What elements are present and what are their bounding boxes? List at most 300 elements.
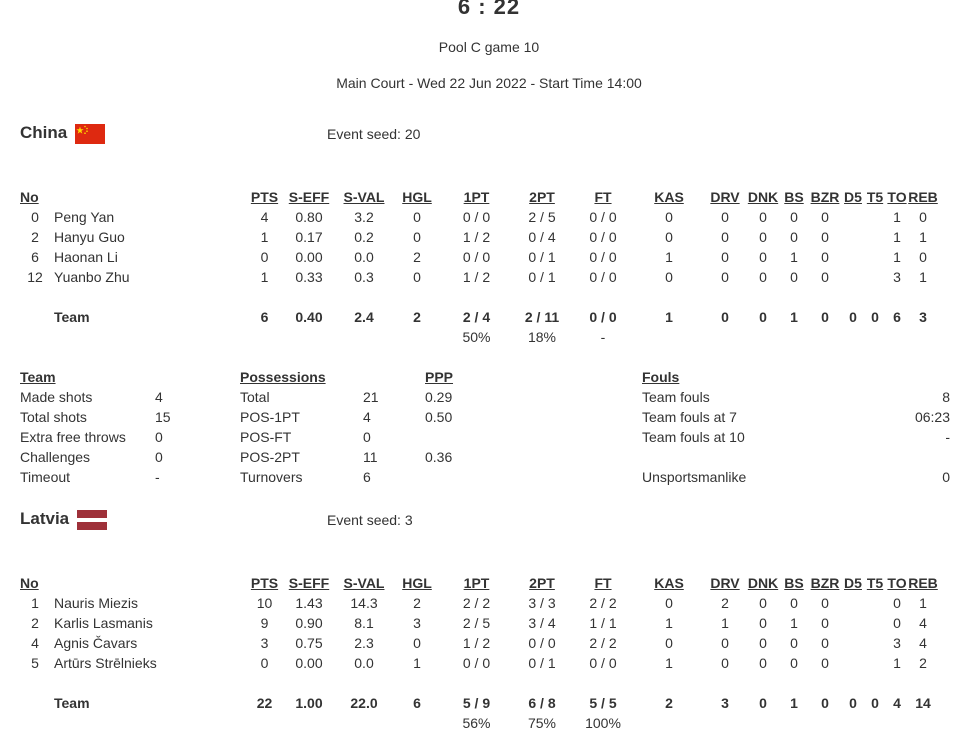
player-kas: 0 (665, 595, 673, 611)
column-header-bs: BS (784, 189, 804, 205)
player-drv: 0 (721, 209, 729, 225)
spacer-row (20, 673, 938, 693)
player-p1: 0 / 0 (462, 655, 491, 671)
team-total-drv: 3 (721, 695, 729, 711)
player-d5 (842, 633, 864, 653)
player-bzr: 0 (821, 655, 829, 671)
player-ft: 1 / 1 (589, 615, 617, 631)
team-pct-bs (780, 713, 808, 733)
team-total-t5: 0 (871, 695, 879, 711)
column-header-to: TO (887, 189, 907, 205)
team-pct-drv (704, 327, 746, 347)
player-name: Artūrs Strēlnieks (54, 655, 157, 671)
column-header-hgl: HGL (402, 575, 432, 591)
team-pct-kas (634, 713, 704, 733)
team-total-d5: 0 (849, 695, 857, 711)
team-pct-d5 (842, 327, 864, 347)
team-total-ft: 0 / 0 (589, 309, 617, 325)
foul-value: 8 (942, 389, 950, 405)
possession-value: 6 (363, 469, 371, 485)
team-pct-t5 (864, 327, 886, 347)
player-to: 0 (893, 615, 901, 631)
player-hgl: 0 (413, 229, 421, 245)
player-row (20, 613, 938, 633)
column-header-p1: 1PT (463, 189, 490, 205)
team-pct-row (20, 713, 938, 733)
team-stat-value: - (155, 469, 160, 485)
column-header-dnk: DNK (747, 189, 779, 205)
player-p2: 3 / 3 (528, 595, 556, 611)
player-reb: 0 (919, 249, 927, 265)
possession-label: POS-2PT (240, 449, 300, 465)
team-pct-bzr (808, 713, 842, 733)
player-p1: 1 / 2 (462, 269, 491, 285)
team-pct-bzr (808, 327, 842, 347)
column-header-t5: T5 (866, 575, 884, 591)
player-reb: 4 (919, 615, 927, 631)
team-pct-hgl (393, 713, 441, 733)
team-total-hgl: 2 (413, 309, 421, 325)
team-total-p2: 6 / 8 (528, 695, 556, 711)
player-kas: 0 (665, 635, 673, 651)
player-reb: 4 (919, 635, 927, 651)
player-row (20, 267, 938, 287)
player-ft: 0 / 0 (589, 209, 617, 225)
player-to: 3 (893, 635, 901, 651)
table-header-row (20, 573, 938, 593)
column-header-d5: D5 (844, 189, 862, 205)
team-total-ft: 5 / 5 (589, 695, 617, 711)
column-header-sval: S-VAL (343, 575, 385, 591)
team-pct-hgl (393, 327, 441, 347)
player-pts: 9 (260, 615, 269, 631)
team-pct-t5 (864, 713, 886, 733)
player-bs: 0 (790, 595, 798, 611)
player-kas: 0 (665, 229, 673, 245)
column-header-seff: S-EFF (288, 575, 330, 591)
possession-value: 21 (363, 389, 379, 405)
team-total-dnk: 0 (759, 695, 767, 711)
player-d5 (842, 247, 864, 267)
player-t5 (864, 207, 886, 227)
player-bzr: 0 (821, 269, 829, 285)
player-t5 (864, 593, 886, 613)
player-dnk: 0 (759, 269, 767, 285)
player-name: Karlis Lasmanis (54, 615, 153, 631)
player-sval: 0.0 (354, 655, 374, 671)
china-flag-icon (75, 124, 105, 144)
player-to: 0 (893, 595, 901, 611)
team-total-pts: 22 (256, 695, 273, 711)
team-name-china: China (20, 123, 68, 142)
player-bzr: 0 (821, 229, 829, 245)
spacer (20, 673, 938, 693)
player-reb: 2 (919, 655, 927, 671)
column-header-to: TO (887, 575, 907, 591)
column-header-no: No (20, 189, 39, 205)
team-total-reb: 3 (919, 309, 927, 325)
team-pct-drv (704, 713, 746, 733)
player-d5 (842, 227, 864, 247)
player-p2: 0 / 1 (528, 249, 556, 265)
team-pct-seff (283, 327, 335, 347)
foul-label: Team fouls at 10 (642, 429, 745, 445)
column-header-seff: S-EFF (288, 189, 330, 205)
player-drv: 0 (721, 655, 729, 671)
player-p2: 3 / 4 (528, 615, 556, 631)
player-p1: 1 / 2 (462, 635, 491, 651)
player-dnk: 0 (759, 209, 767, 225)
player-p1: 2 / 2 (462, 595, 491, 611)
team-stat-value: 0 (155, 449, 163, 465)
player-no: 6 (31, 249, 39, 265)
column-header-hgl: HGL (402, 189, 432, 205)
team-pct-dnk (746, 327, 780, 347)
player-p1: 0 / 0 (462, 249, 491, 265)
player-drv: 0 (721, 229, 729, 245)
column-header-t5: T5 (866, 189, 884, 205)
player-no: 12 (27, 269, 43, 285)
player-seff: 0.17 (295, 229, 323, 245)
team-pct-reb (908, 327, 938, 347)
team-pct-p2: 75% (527, 715, 557, 731)
player-to: 1 (893, 209, 901, 225)
player-to: 1 (893, 249, 901, 265)
player-dnk: 0 (759, 615, 767, 631)
player-sval: 3.2 (354, 209, 374, 225)
column-header-name (50, 573, 246, 593)
column-header-kas: KAS (654, 189, 684, 205)
team-pct-row (20, 327, 938, 347)
team-pct-to (886, 713, 908, 733)
column-header-reb: REB (908, 189, 938, 205)
foul-value: 0 (942, 469, 950, 485)
player-name: Peng Yan (54, 209, 115, 225)
player-kas: 0 (665, 209, 673, 225)
player-sval: 2.3 (354, 635, 374, 651)
team-pct-p1: 56% (462, 715, 491, 731)
foul-label: Unsportsmanlike (642, 469, 747, 485)
ppp-value: 0.29 (425, 389, 453, 405)
player-pts: 0 (260, 249, 269, 265)
player-seff: 1.43 (295, 595, 323, 611)
player-sval: 8.1 (354, 615, 374, 631)
player-reb: 1 (919, 595, 927, 611)
player-no: 2 (31, 229, 39, 245)
team-stat-label: Timeout (20, 469, 71, 485)
player-no: 5 (31, 655, 39, 671)
column-header-kas: KAS (654, 575, 684, 591)
team-total-name: Team (54, 309, 90, 325)
column-header-d5: D5 (844, 575, 862, 591)
team-stat-value: 15 (155, 409, 171, 425)
player-bs: 0 (790, 635, 798, 651)
column-header-bzr: BZR (810, 575, 840, 591)
team-total-no (20, 307, 50, 327)
event-seed-latvia: Event seed: 3 (327, 512, 413, 528)
player-reb: 0 (919, 209, 927, 225)
player-sval: 0.2 (354, 229, 374, 245)
team-total-bzr: 0 (821, 695, 829, 711)
team-total-to: 6 (893, 309, 901, 325)
player-t5 (864, 613, 886, 633)
team-pct-pts (246, 713, 283, 733)
team-pct-ft: - (600, 329, 606, 345)
team-total-kas: 2 (665, 695, 673, 711)
team-pct-no (20, 327, 50, 347)
player-pts: 1 (260, 229, 269, 245)
fouls-header: Fouls (642, 369, 680, 385)
player-row (20, 207, 938, 227)
player-kas: 1 (665, 615, 673, 631)
possession-value: 11 (363, 449, 378, 465)
team-total-t5: 0 (871, 309, 879, 325)
summary-team-header: Team (20, 369, 56, 385)
team-total-hgl: 6 (413, 695, 421, 711)
team-total-p1: 5 / 9 (462, 695, 491, 711)
possession-value: 0 (363, 429, 371, 445)
column-header-pts: PTS (250, 189, 279, 205)
player-t5 (864, 653, 886, 673)
player-kas: 1 (665, 249, 673, 265)
player-bzr: 0 (821, 635, 829, 651)
team-stat-value: 4 (155, 389, 163, 405)
team-stat-label: Total shots (20, 409, 87, 425)
player-reb: 1 (919, 229, 927, 245)
team-pct-p1: 50% (462, 329, 491, 345)
player-row (20, 227, 938, 247)
column-header-bs: BS (784, 575, 804, 591)
stats-table-china (20, 187, 938, 347)
player-t5 (864, 633, 886, 653)
player-no: 0 (31, 209, 39, 225)
player-ft: 2 / 2 (589, 635, 617, 651)
player-no: 2 (31, 615, 39, 631)
team-pct-name (50, 713, 246, 733)
foul-value: - (945, 429, 950, 445)
possessions-header: Possessions (240, 369, 326, 385)
column-header-sval: S-VAL (343, 189, 385, 205)
team-pct-sval (335, 713, 393, 733)
player-name: Nauris Miezis (54, 595, 139, 611)
team-pct-name (50, 327, 246, 347)
player-ft: 0 / 0 (589, 655, 617, 671)
player-dnk: 0 (759, 635, 767, 651)
event-seed-china: Event seed: 20 (327, 126, 421, 142)
player-row (20, 633, 938, 653)
player-ft: 0 / 0 (589, 229, 617, 245)
team-stat-label: Challenges (20, 449, 91, 465)
player-hgl: 0 (413, 209, 421, 225)
column-header-dnk: DNK (747, 575, 779, 591)
team-pct-ft: 100% (585, 715, 621, 731)
player-dnk: 0 (759, 229, 767, 245)
team-pct-sval (335, 327, 393, 347)
column-header-p2: 2PT (529, 189, 555, 205)
player-bzr: 0 (821, 249, 829, 265)
player-to: 3 (893, 269, 901, 285)
player-bs: 0 (790, 229, 798, 245)
team-total-sval: 22.0 (350, 695, 378, 711)
player-to: 1 (893, 229, 901, 245)
player-p2: 0 / 4 (528, 229, 556, 245)
ppp-header: PPP (425, 369, 454, 385)
column-header-bzr: BZR (810, 189, 840, 205)
team-total-bs: 1 (790, 309, 798, 325)
player-sval: 0.3 (354, 269, 374, 285)
team-stat-value: 0 (155, 429, 163, 445)
player-d5 (842, 267, 864, 287)
player-p2: 0 / 0 (528, 635, 556, 651)
player-name: Hanyu Guo (54, 229, 125, 245)
column-header-no: No (20, 575, 39, 591)
spacer (20, 287, 938, 307)
column-header-name (50, 187, 246, 207)
team-total-p2: 2 / 11 (524, 309, 560, 325)
table-header-row (20, 187, 938, 207)
player-no: 4 (31, 635, 39, 651)
player-t5 (864, 267, 886, 287)
player-drv: 0 (721, 635, 729, 651)
player-hgl: 0 (413, 635, 421, 651)
team-pct-d5 (842, 713, 864, 733)
column-header-ft: FT (594, 189, 612, 205)
player-ft: 0 / 0 (589, 249, 617, 265)
player-p2: 0 / 1 (528, 269, 556, 285)
player-p1: 2 / 5 (462, 615, 491, 631)
column-header-drv: DRV (710, 575, 740, 591)
player-dnk: 0 (759, 595, 767, 611)
team-total-row (20, 693, 938, 713)
team-pct-no (20, 713, 50, 733)
team-total-seff: 0.40 (295, 309, 323, 325)
game-title: Pool C game 10 (438, 39, 540, 55)
foul-value: 06:23 (914, 409, 950, 425)
latvia-flag-icon (77, 510, 107, 530)
player-name: Agnis Čavars (54, 635, 138, 651)
column-header-p2: 2PT (529, 575, 555, 591)
player-sval: 0.0 (354, 249, 374, 265)
column-header-drv: DRV (710, 189, 740, 205)
player-hgl: 2 (413, 595, 421, 611)
player-t5 (864, 247, 886, 267)
player-name: Haonan Li (54, 249, 118, 265)
team-total-d5: 0 (849, 309, 857, 325)
team-total-seff: 1.00 (295, 695, 323, 711)
player-bs: 1 (790, 615, 798, 631)
team-pct-kas (634, 327, 704, 347)
venue-info: Main Court - Wed 22 Jun 2022 - Start Time 14:00 (336, 75, 642, 91)
team-total-bs: 1 (790, 695, 798, 711)
player-p2: 2 / 5 (528, 209, 556, 225)
player-name: Yuanbo Zhu (54, 269, 130, 285)
player-drv: 0 (721, 269, 729, 285)
stats-table-latvia (20, 573, 938, 733)
player-hgl: 3 (413, 615, 421, 631)
team-pct-to (886, 327, 908, 347)
player-t5 (864, 227, 886, 247)
team-total-reb: 14 (915, 695, 931, 711)
ppp-value: 0.36 (425, 449, 453, 465)
team-total-sval: 2.4 (354, 309, 374, 325)
team-stat-label: Made shots (20, 389, 93, 405)
team-total-pts: 6 (260, 309, 269, 325)
player-drv: 1 (721, 615, 729, 631)
player-bzr: 0 (821, 595, 829, 611)
team-total-name: Team (54, 695, 90, 711)
player-no: 1 (31, 595, 39, 611)
column-header-pts: PTS (250, 575, 279, 591)
player-seff: 0.00 (295, 655, 323, 671)
player-ft: 2 / 2 (589, 595, 617, 611)
player-bzr: 0 (821, 615, 829, 631)
possession-value: 4 (363, 409, 371, 425)
team-pct-bs (780, 327, 808, 347)
player-row (20, 247, 938, 267)
player-seff: 0.90 (295, 615, 323, 631)
player-dnk: 0 (759, 249, 767, 265)
player-bs: 0 (790, 209, 798, 225)
player-pts: 4 (260, 209, 269, 225)
player-seff: 0.75 (295, 635, 323, 651)
player-seff: 0.33 (295, 269, 323, 285)
team-stat-label: Extra free throws (20, 429, 126, 445)
player-row (20, 593, 938, 613)
team-total-to: 4 (893, 695, 901, 711)
score: 6 : 22 (457, 0, 521, 19)
player-row (20, 653, 938, 673)
player-seff: 0.80 (295, 209, 323, 225)
player-to: 1 (893, 655, 901, 671)
player-d5 (842, 207, 864, 227)
player-hgl: 1 (413, 655, 421, 671)
team-total-p1: 2 / 4 (462, 309, 491, 325)
team-pct-dnk (746, 713, 780, 733)
player-drv: 2 (721, 595, 729, 611)
player-d5 (842, 613, 864, 633)
player-seff: 0.00 (295, 249, 323, 265)
possession-label: POS-FT (240, 429, 292, 445)
spacer-row (20, 287, 938, 307)
player-p1: 0 / 0 (462, 209, 491, 225)
team-pct-p2: 18% (527, 329, 557, 345)
column-header-reb: REB (908, 575, 938, 591)
possession-label: POS-1PT (240, 409, 300, 425)
team-total-no (20, 693, 50, 713)
player-bs: 0 (790, 655, 798, 671)
ppp-value: 0.50 (425, 409, 453, 425)
player-hgl: 2 (413, 249, 421, 265)
player-pts: 10 (256, 595, 273, 611)
team-total-dnk: 0 (759, 309, 767, 325)
player-kas: 0 (665, 269, 673, 285)
player-drv: 0 (721, 249, 729, 265)
team-total-bzr: 0 (821, 309, 829, 325)
player-p2: 0 / 1 (528, 655, 556, 671)
player-sval: 14.3 (350, 595, 378, 611)
player-bs: 0 (790, 269, 798, 285)
player-ft: 0 / 0 (589, 269, 617, 285)
team-pct-reb (908, 713, 938, 733)
player-hgl: 0 (413, 269, 421, 285)
player-p1: 1 / 2 (462, 229, 491, 245)
column-header-p1: 1PT (463, 575, 490, 591)
possession-label: Turnovers (240, 469, 303, 485)
player-pts: 3 (260, 635, 269, 651)
player-pts: 0 (260, 655, 269, 671)
team-total-drv: 0 (721, 309, 729, 325)
player-d5 (842, 593, 864, 613)
